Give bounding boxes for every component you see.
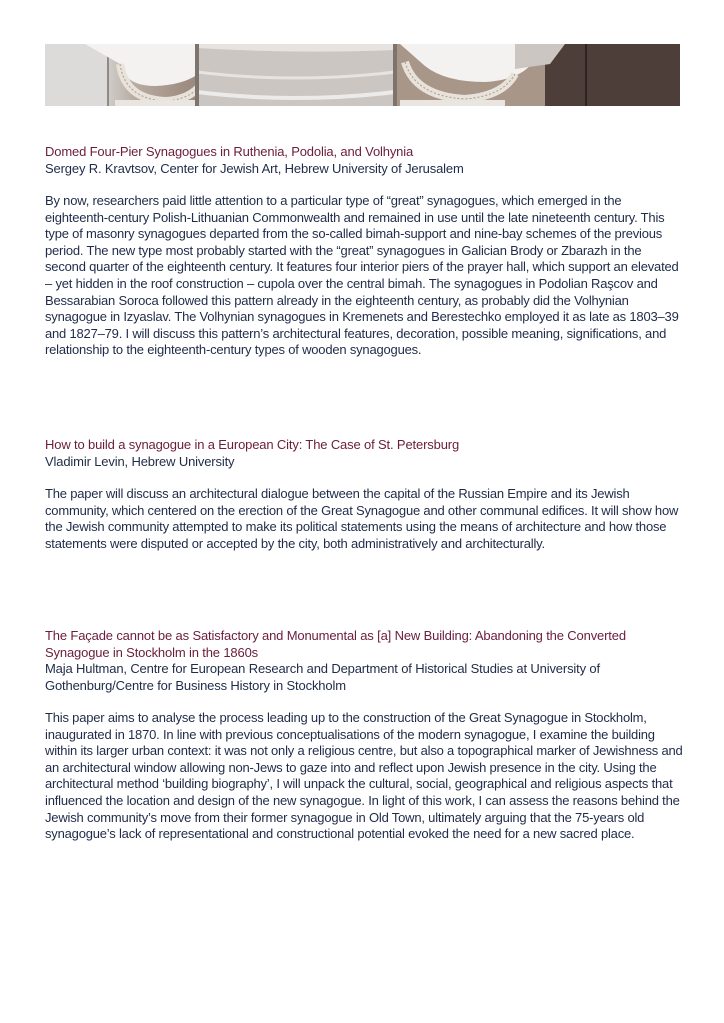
paper-section-3: [45, 628, 685, 843]
paper-section-1: [45, 144, 685, 359]
paper-abstract: The paper will discuss an architectural dialogue between the capital of the Russian Empire and its Jewish community, which centered on the erection of the Great Synagogue and other communal edifices. It will show how the Jewish community attempted to make its political statements using the means of architecture and how those statements were disputed or accepted by the city, both administratively and architecturally.: [45, 486, 679, 551]
paper-author: Sergey R. Kravtsov, Center for Jewish Art, Hebrew University of Jerusalem: [45, 160, 464, 176]
paper-abstract: This paper aims to analyse the process leading up to the construction of the Great Synagogue in Stockholm, inaugurated in 1870. In line with previous conceptualisations of the modern synagogue, I examine the building within its larger urban context: it was not only a religious centre, but also a topographical marker of Jewishness and an architectural window allowing non-Jews to gaze into and reflect upon Jewish presence in the city. Using the architectural method ‘building biography’, I will unpack the cultural, social, geographical and religious aspects that influenced the location and design of the new synagogue. In light of this work, I can assess the reasons behind the Jewish community’s move from their former synagogue in Old Town, ultimately arguing that the 75-years old synagogue’s lack of representational and constructional potential evoked the need for a new sacred place.: [45, 710, 683, 842]
paper-title: How to build a synagogue in a European City: The Case of St. Petersburg: [45, 437, 460, 452]
paper-author: Vladimir Levin, Hebrew University: [45, 453, 235, 469]
ceiling-ornament-graphic: [45, 44, 680, 106]
paper-title: Domed Four-Pier Synagogues in Ruthenia, Podolia, and Volhynia: [45, 144, 414, 159]
header-banner-image: [45, 44, 680, 106]
paper-title: The Façade cannot be as Satisfactory and Monumental as [a] New Building: Abandoning the Converted Synagogue in Stockholm in the 1860s: [45, 628, 626, 660]
paper-section-2: [45, 437, 685, 552]
paper-author: Maja Hultman, Centre for European Research and Department of Historical Studies at University of Gothenburg/Centre for Business History in Stockholm: [45, 661, 600, 693]
paper-abstract: By now, researchers paid little attention to a particular type of “great” synagogues, which emerged in the eighteenth-century Polish-Lithuanian Commonwealth and remained in use until the late nineteenth century. This type of masonry synagogues departed from the so-called bimah-support and nine-bay schemes of the previous period. The new type most probably started with the “great” synagogues in Galician Brody or Zbarazh in the second quarter of the eighteenth century. It features four interior piers of the prayer hall, which support an elevated – yet hidden in the roof construction – cupola over the central bimah. The synagogues in Podolian Raşcov and Bessarabian Soroca followed this pattern already in the eighteenth century, as probably did the Volhynian synagogue in Izyaslav. The Volhynian synagogues in Kremenets and Berestechko employed it as late as 1803–39 and 1827–79. I will discuss this pattern’s architectural features, decoration, possible meaning, significations, and relationship to the eighteenth-century types of wooden synagogues.: [45, 193, 679, 358]
